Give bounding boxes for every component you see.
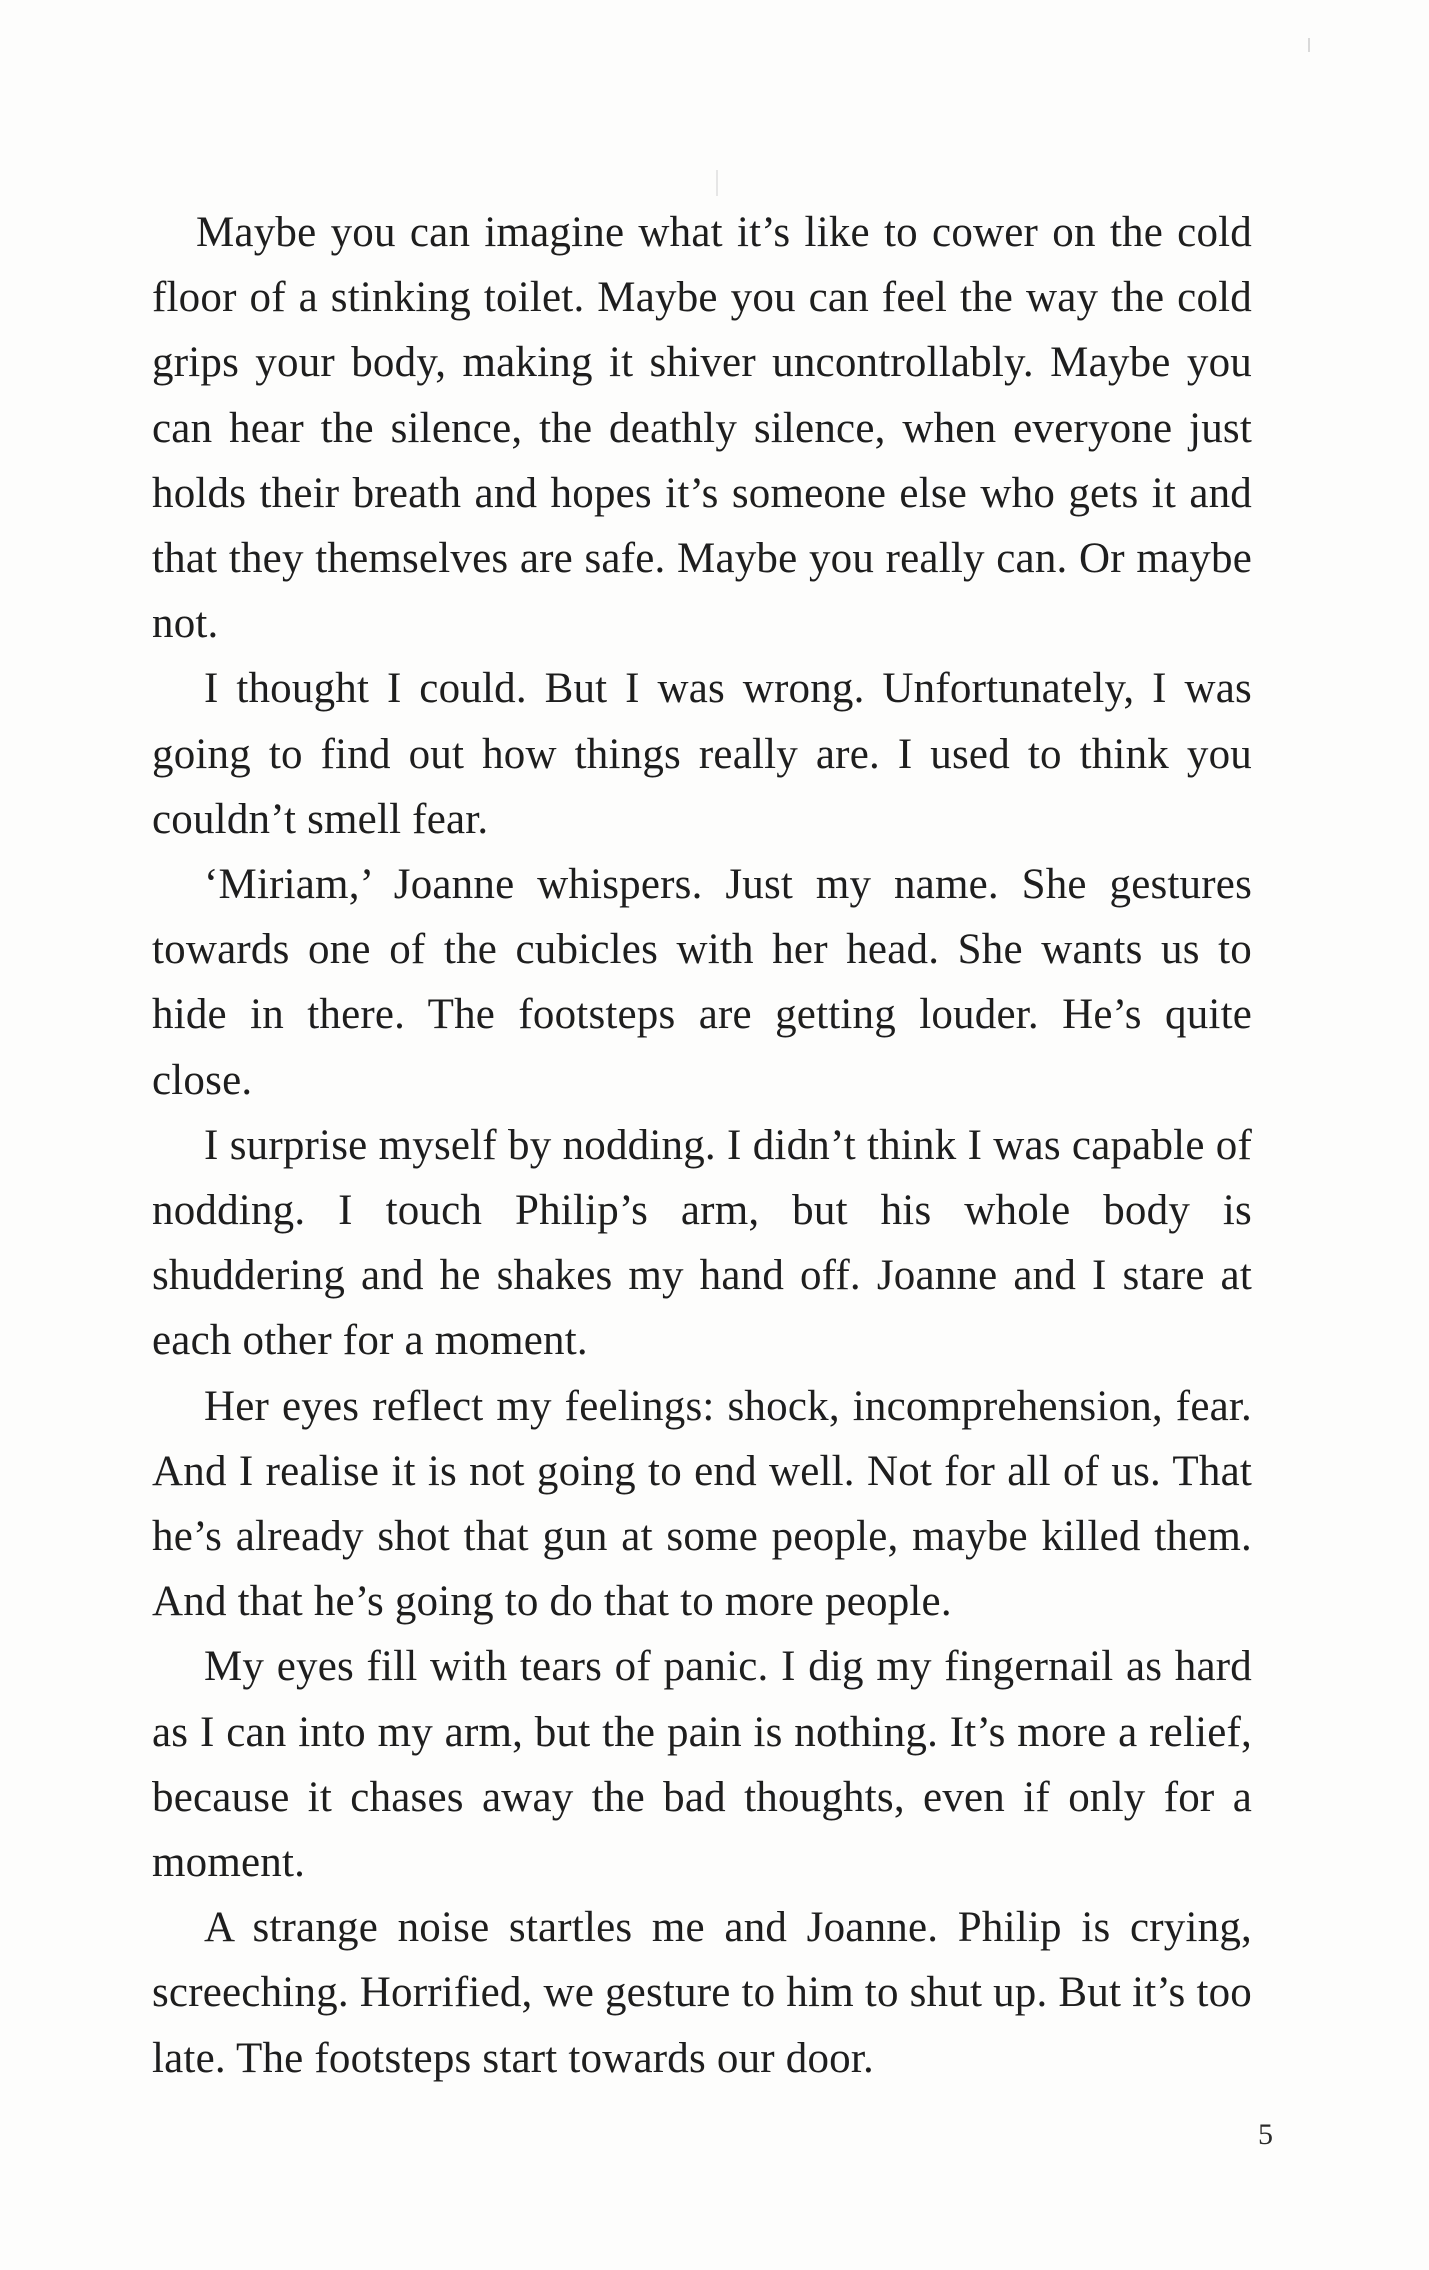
paragraph: Her eyes reflect my feelings: shock, incomprehension, fear. And I realise it is not going to end well. Not for all of us. That he’s already shot that gun at some people, maybe killed them. And that he’s going to do that to more people. xyxy=(152,1382,1252,1626)
paragraph: I thought I could. But I was wrong. Unfortunately, I was going to find out how things really are. I used to think you couldn’t smell fear. xyxy=(152,665,1252,843)
page-number: 5 xyxy=(1258,2118,1273,2151)
scan-artifact xyxy=(1308,38,1310,52)
paragraph: My eyes fill with tears of panic. I dig my fingernail as hard as I can into my arm, but the pain is nothing. It’s more a relief, because it chases away the bad thoughts, even if only for a moment. xyxy=(152,1643,1252,1887)
paragraph: Maybe you can imagine what it’s like to cower on the cold floor of a stinking toilet. Maybe you can feel the way the cold grips your body, making it shiver uncontrollably. Maybe you can hear the silence, the deathly silence, when everyone just holds their breath and hopes it’s someone else who gets it and that they themselves are safe. Maybe you really can. Or maybe not. xyxy=(152,209,1252,648)
paragraph: A strange noise startles me and Joanne. Philip is crying, screeching. Horrified, we gesture to him to shut up. But it’s too late. The footsteps start towards our door. xyxy=(152,1904,1252,2082)
paragraph: I surprise myself by nodding. I didn’t think I was capable of nodding. I touch Philip’s arm, but his whole body is shuddering and he shakes my hand off. Joanne and I stare at each other for a moment. xyxy=(152,1121,1252,1365)
paragraph: ‘Miriam,’ Joanne whispers. Just my name. She gestures towards one of the cubicles with her head. She wants us to hide in there. The footsteps are getting louder. He’s quite close. xyxy=(152,861,1252,1104)
scan-artifact xyxy=(716,170,718,196)
body-text xyxy=(152,200,1252,2091)
